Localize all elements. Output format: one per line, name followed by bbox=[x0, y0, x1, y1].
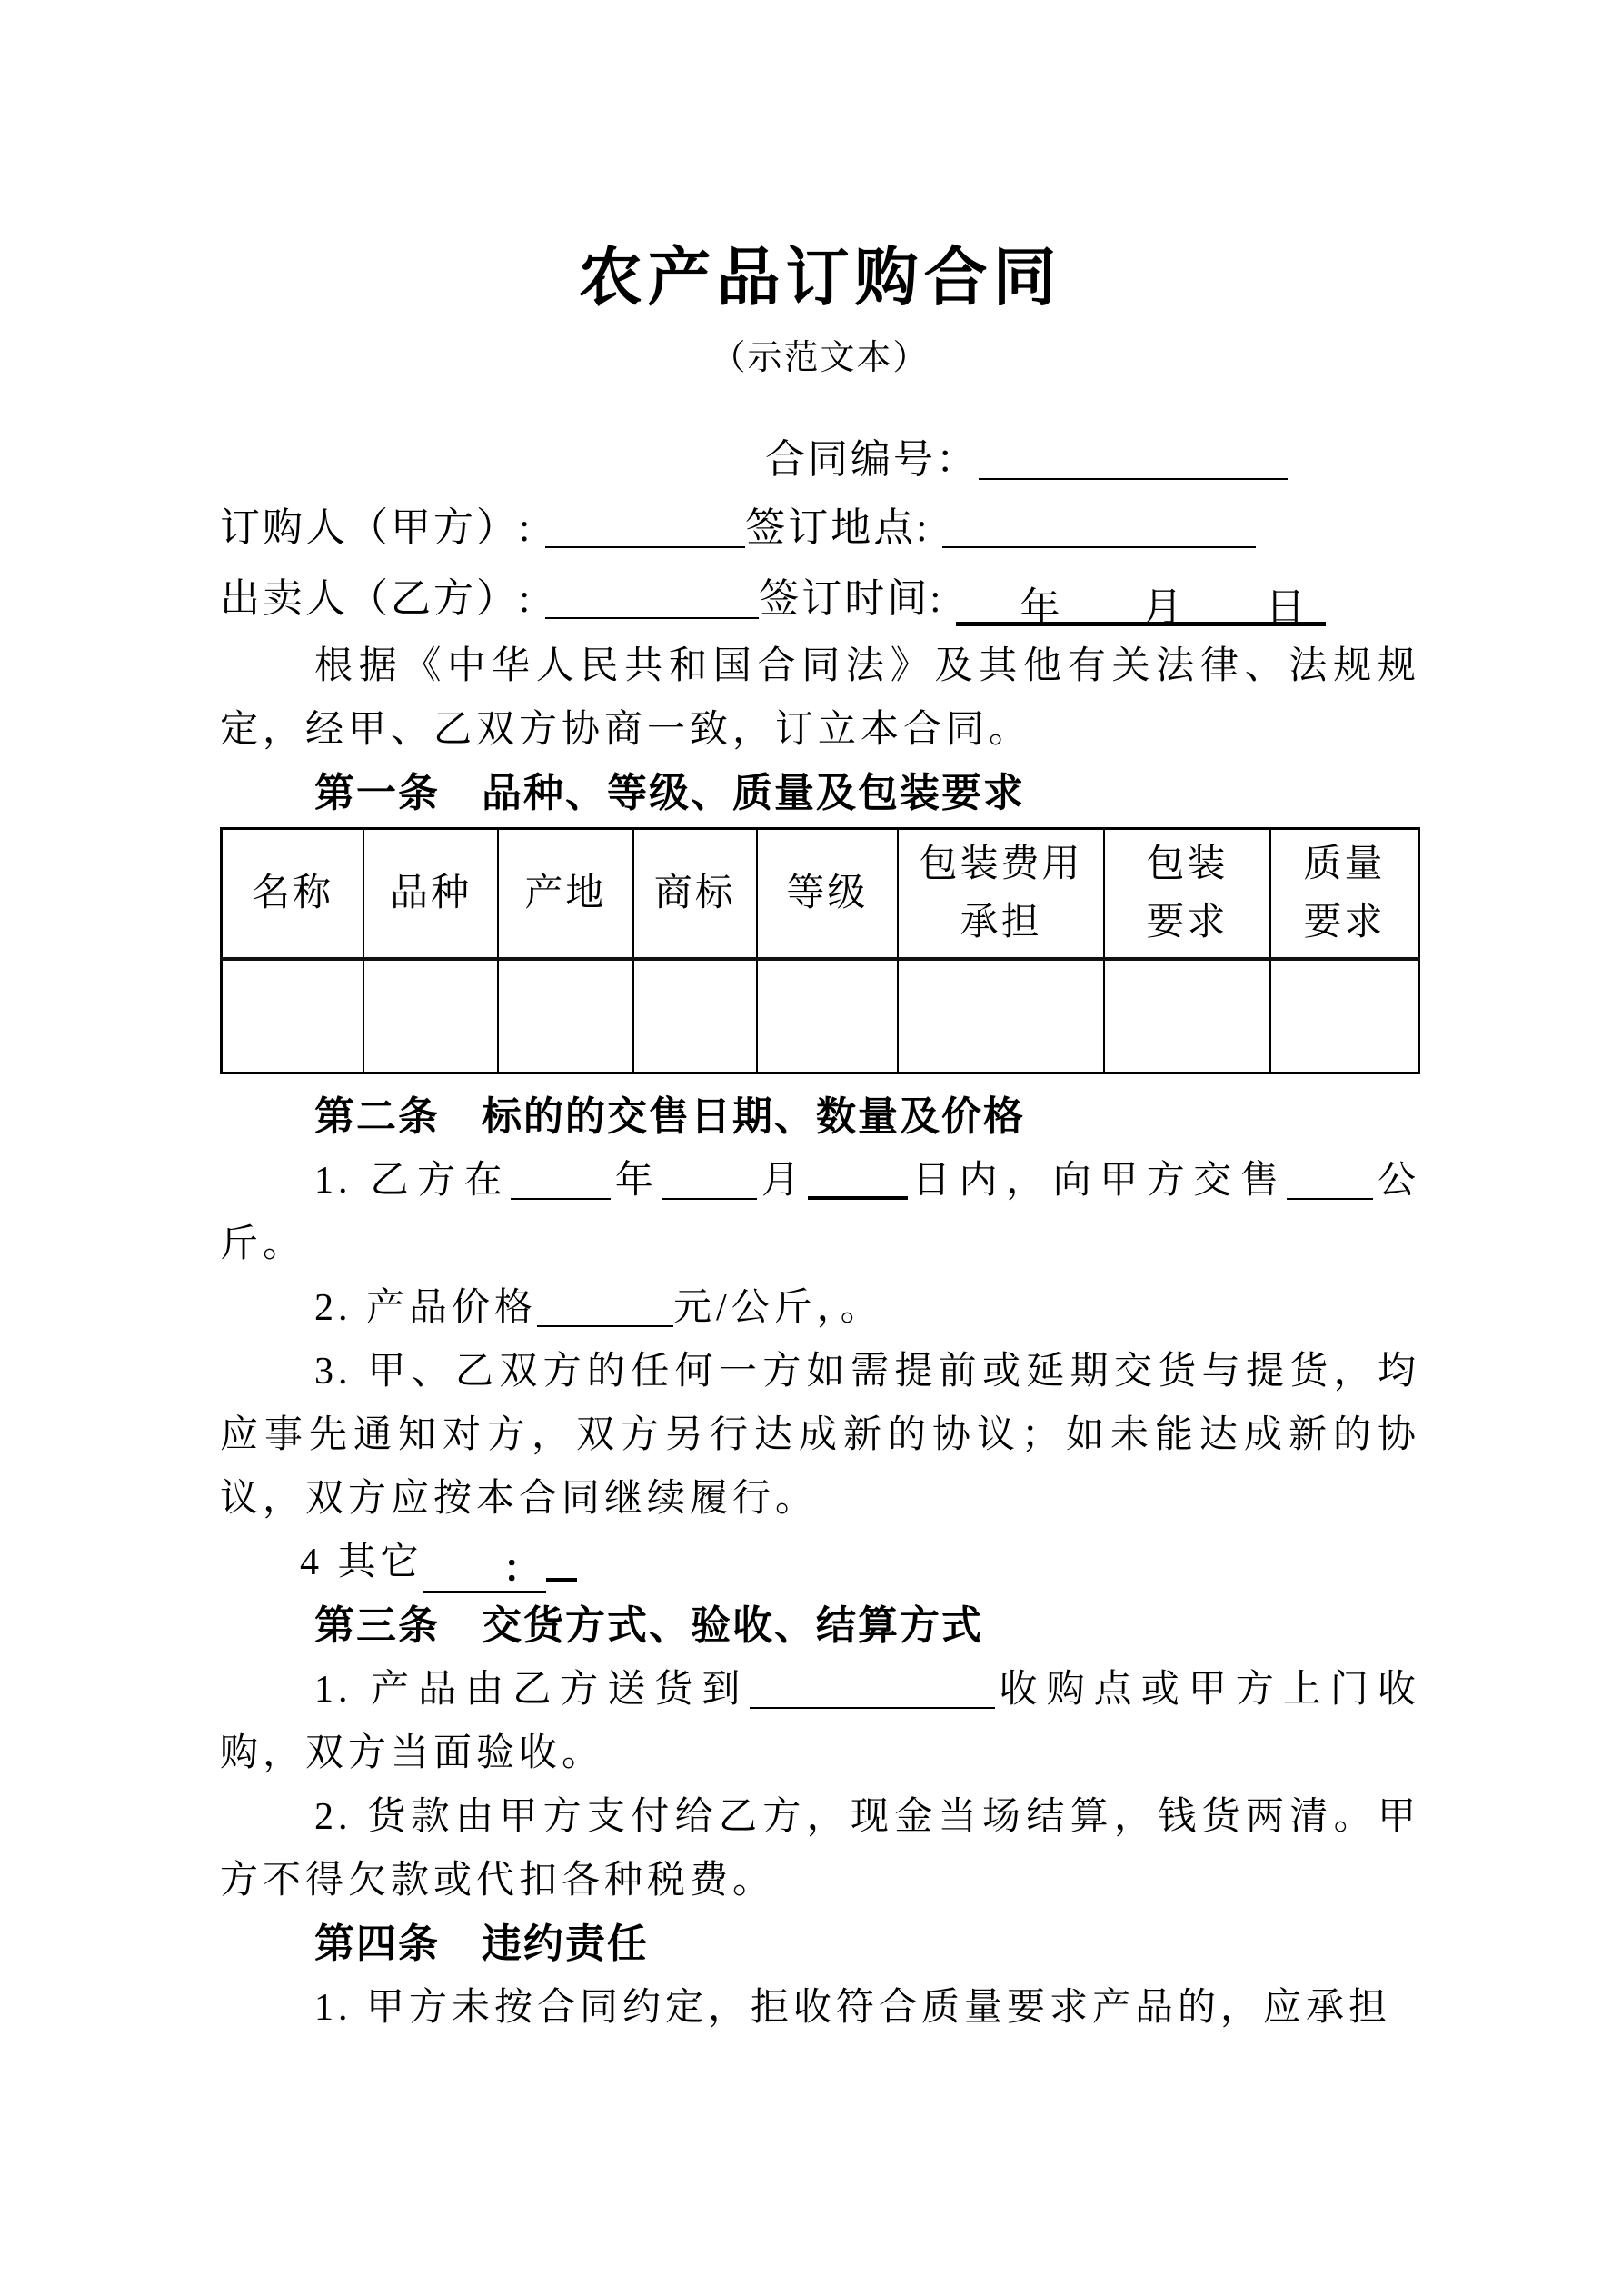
article2-item1 bbox=[220, 1149, 1420, 1276]
day-label: 日 bbox=[1265, 585, 1309, 630]
article2-item2-part2: 元/公斤，。 bbox=[673, 1287, 883, 1329]
sign-place-label: 签订地点: bbox=[745, 505, 930, 550]
article3-heading: 第三条 交货方式、验收、结算方式 bbox=[314, 1603, 983, 1648]
price-blank bbox=[537, 1283, 673, 1327]
document-subtitle: （示范文本） bbox=[711, 339, 930, 377]
article4-heading: 第四条 违约责任 bbox=[314, 1922, 649, 1966]
delivery-point-blank bbox=[750, 1665, 995, 1709]
col-header-packing-fee-line1: 包装费用 bbox=[919, 844, 1083, 885]
article2-item2-part1: 2. 产品价格 bbox=[314, 1287, 538, 1329]
article2-item1-part3: 公斤。 bbox=[220, 1160, 1420, 1265]
article2-item2 bbox=[220, 1276, 1420, 1340]
empty-cell bbox=[898, 959, 1104, 1073]
col-header-grade-text: 等级 bbox=[786, 873, 869, 914]
article2-item3: 3. 甲、乙双方的任何一方如需提前或延期交货与提货，均应事先通知对方，双方另行达成新的协议；如未能达成新的协议，双方应按本合同继续履行。 bbox=[220, 1351, 1420, 1520]
col-header-origin-text: 产地 bbox=[524, 873, 607, 914]
other-terms-blank bbox=[546, 1536, 577, 1582]
col-header-brand bbox=[633, 829, 757, 960]
article2-heading: 第二条 标的的交售日期、数量及价格 bbox=[314, 1094, 1025, 1139]
preamble-paragraph: 根据《中华人民共和国合同法》及其他有关法律、法规规定，经甲、乙双方协商一致，订立本合同。 bbox=[220, 645, 1420, 751]
article2-item4-colon: ： bbox=[423, 1549, 546, 1593]
empty-cell bbox=[363, 959, 498, 1073]
quantity-blank bbox=[1287, 1156, 1373, 1200]
contract-number-label: 合同编号： bbox=[765, 437, 979, 482]
article3-item1-part2: 收购点或甲方上门收购，双方当面验收。 bbox=[220, 1669, 1420, 1774]
article4-item1: 1. 甲方未按合同约定，拒收符合质量要求产品的，应承担 bbox=[314, 1987, 1392, 2029]
seller-label: 出卖人（乙方）: bbox=[220, 576, 533, 621]
day-blank bbox=[808, 1154, 908, 1200]
seller-name-blank bbox=[545, 575, 759, 619]
col-header-brand-text: 商标 bbox=[653, 873, 736, 914]
empty-cell bbox=[633, 959, 757, 1073]
col-header-packing-fee bbox=[898, 829, 1104, 960]
col-header-quality-req-line1: 质量 bbox=[1303, 844, 1386, 885]
goods-table-empty-row bbox=[222, 959, 1419, 1073]
empty-cell bbox=[498, 959, 633, 1073]
col-header-packing-fee-line2: 承担 bbox=[960, 902, 1042, 943]
year-label: 年 bbox=[1020, 585, 1063, 630]
article2-item4-text: 4 其它 bbox=[300, 1542, 423, 1583]
empty-cell bbox=[1104, 959, 1270, 1073]
article2-item1-part2: 日内，向甲方交售 bbox=[908, 1160, 1288, 1202]
goods-table-header-row bbox=[222, 829, 1419, 960]
article3-item1-part1: 1. 产品由乙方送货到 bbox=[314, 1669, 750, 1711]
buyer-name-blank bbox=[545, 504, 745, 548]
article2-item1-part1: 1. 乙方在 bbox=[314, 1160, 512, 1202]
seller-line bbox=[220, 564, 1420, 634]
article2-item1-month: 月 bbox=[757, 1160, 809, 1202]
col-header-variety bbox=[363, 829, 498, 960]
col-header-quality-req bbox=[1270, 829, 1419, 960]
col-header-origin bbox=[498, 829, 633, 960]
buyer-line bbox=[220, 493, 1420, 564]
sign-place-blank bbox=[942, 504, 1256, 548]
article2-item4 bbox=[220, 1531, 1420, 1594]
article3-item2: 2. 货款由甲方支付给乙方，现金当场结算，钱货两清。甲方不得欠款或代扣各种税费。 bbox=[220, 1796, 1420, 1902]
col-header-grade bbox=[757, 829, 899, 960]
document-title: 农产品订购合同 bbox=[578, 244, 1062, 314]
col-header-packing-req bbox=[1104, 829, 1270, 960]
article3-item1 bbox=[220, 1658, 1420, 1785]
empty-cell bbox=[757, 959, 899, 1073]
empty-cell bbox=[222, 959, 364, 1073]
month-blank bbox=[662, 1156, 757, 1200]
year-blank bbox=[511, 1156, 611, 1200]
col-header-quality-req-line2: 要求 bbox=[1303, 902, 1386, 943]
goods-table bbox=[220, 827, 1420, 1074]
month-label: 月 bbox=[1142, 585, 1186, 630]
col-header-variety-text: 品种 bbox=[390, 873, 473, 914]
contract-number-blank bbox=[979, 436, 1288, 480]
col-header-name bbox=[222, 829, 364, 960]
contract-number-line bbox=[220, 427, 1420, 493]
sign-time-label: 签订时间: bbox=[759, 576, 944, 621]
col-header-packing-req-line1: 包装 bbox=[1146, 844, 1229, 885]
empty-cell bbox=[1270, 959, 1419, 1073]
article2-item1-year: 年 bbox=[611, 1160, 662, 1202]
col-header-packing-req-line2: 要求 bbox=[1146, 902, 1229, 943]
col-header-name-text: 名称 bbox=[252, 873, 334, 914]
article1-heading: 第一条 品种、等级、质量及包装要求 bbox=[314, 771, 1025, 815]
sign-date-blank bbox=[956, 573, 1326, 630]
buyer-label: 订购人（甲方）: bbox=[220, 505, 533, 550]
